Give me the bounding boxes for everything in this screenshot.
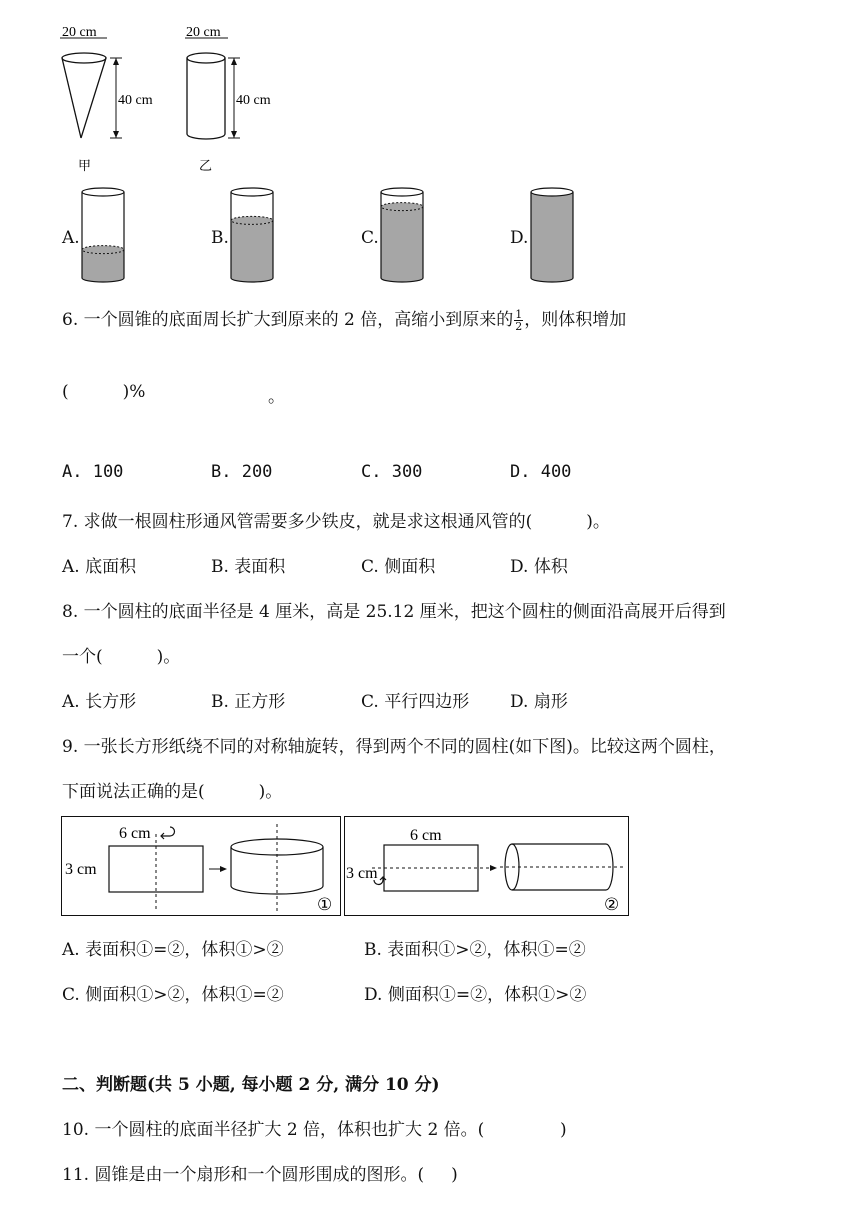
question-6 [62, 305, 626, 332]
q9-option-c[interactable]: C. 侧面积①>②，体积①=② [62, 985, 284, 1005]
water-fill [82, 250, 124, 282]
q6-dot: 。 [268, 387, 285, 407]
cylinder-width-label: 20 cm [186, 25, 221, 40]
fig2-width-label: 6 cm [410, 827, 442, 844]
question-11: 11. 圆锥是由一个扇形和一个圆形围成的图形。( ) [62, 1165, 458, 1185]
cylinder-name: 乙 [199, 158, 213, 173]
water-cylinder-d [529, 186, 575, 286]
question-7: 7. 求做一根圆柱形通风管需要多少铁皮，就是求这根通风管的( )。 [62, 512, 610, 532]
cone-height-label: 40 cm [118, 93, 153, 108]
q8-option-a[interactable]: A. 长方形 [62, 692, 137, 712]
cone-name: 甲 [78, 158, 92, 173]
q6-fraction: $\frac{1}{2}$ [515, 308, 523, 333]
water-cylinder-b [229, 186, 275, 286]
question-8-line-2: 一个( )。 [62, 647, 181, 667]
water-surface [231, 216, 273, 224]
cylinder-rim [381, 188, 423, 196]
cylinder-rim [231, 188, 273, 196]
q7-option-b[interactable]: B. 表面积 [211, 557, 286, 577]
q9-option-d[interactable]: D. 侧面积①=②，体积①>② [364, 985, 587, 1005]
water-cylinder-c [379, 186, 425, 286]
fig5-option-b-label[interactable]: B. [211, 228, 229, 248]
q6-option-a[interactable]: A. 100 [62, 462, 124, 482]
cylinder-height-label: 40 cm [236, 93, 271, 108]
question-9-line-1: 9. 一张长方形纸绕不同的对称轴旋转，得到两个不同的圆柱(如下图)。比较这两个圆柱， [62, 737, 726, 757]
q7-option-d[interactable]: D. 体积 [510, 557, 568, 577]
cylinder-rim [82, 188, 124, 196]
water-fill [381, 207, 423, 282]
cylinder-rim [531, 188, 573, 196]
water-surface [381, 203, 423, 211]
q9-option-b[interactable]: B. 表面积①>②，体积①=② [364, 940, 586, 960]
fig5-option-c-label[interactable]: C. [361, 228, 379, 248]
q6-option-d[interactable]: D. 400 [510, 462, 572, 482]
q6-text-before: 6. 一个圆锥的底面周长扩大到原来的 2 倍，高缩小到原来的 [62, 310, 514, 330]
fig1-height-label: 3 cm [65, 861, 97, 878]
rotate-arrow-icon [161, 827, 175, 839]
rotation-figure-2 [344, 816, 629, 916]
water-fill [231, 220, 273, 282]
q8-option-d[interactable]: D. 扇形 [510, 692, 568, 712]
fig5-option-a-label[interactable]: A. [62, 228, 80, 248]
fig1-width-label: 6 cm [119, 825, 151, 842]
q6-text-after: ，则体积增加 [524, 310, 627, 330]
q8-option-b[interactable]: B. 正方形 [211, 692, 286, 712]
q9-option-a[interactable]: A. 表面积①=②，体积①>② [62, 940, 284, 960]
q6-answer-blank[interactable]: ( )% [62, 382, 146, 402]
water-fill [531, 192, 573, 282]
cone-width-label: 20 cm [62, 25, 97, 40]
fig5-option-d-label[interactable]: D. [510, 228, 529, 248]
fig2-number: ② [604, 895, 620, 914]
question-8-line-1: 8. 一个圆柱的底面半径是 4 厘米，高是 25.12 厘米，把这个圆柱的侧面沿高展开后得到 [62, 602, 726, 622]
question-9-line-2: 下面说法正确的是( )。 [62, 782, 283, 802]
q7-option-c[interactable]: C. 侧面积 [361, 557, 436, 577]
water-cylinder-a [80, 186, 126, 286]
question-10: 10. 一个圆柱的底面半径扩大 2 倍，体积也扩大 2 倍。( ) [62, 1120, 567, 1140]
fig1-number: ① [317, 895, 333, 914]
cone-cylinder-figure [50, 24, 300, 174]
section-2-title: 二、判断题(共 5 小题, 每小题 2 分, 满分 10 分) [62, 1075, 440, 1095]
q6-option-c[interactable]: C. 300 [361, 462, 423, 482]
q7-option-a[interactable]: A. 底面积 [62, 557, 137, 577]
rotation-figure-1 [61, 816, 341, 916]
q8-option-c[interactable]: C. 平行四边形 [361, 692, 470, 712]
q6-option-b[interactable]: B. 200 [211, 462, 273, 482]
water-surface [82, 246, 124, 254]
fig2-height-label: 3 cm [346, 865, 378, 882]
